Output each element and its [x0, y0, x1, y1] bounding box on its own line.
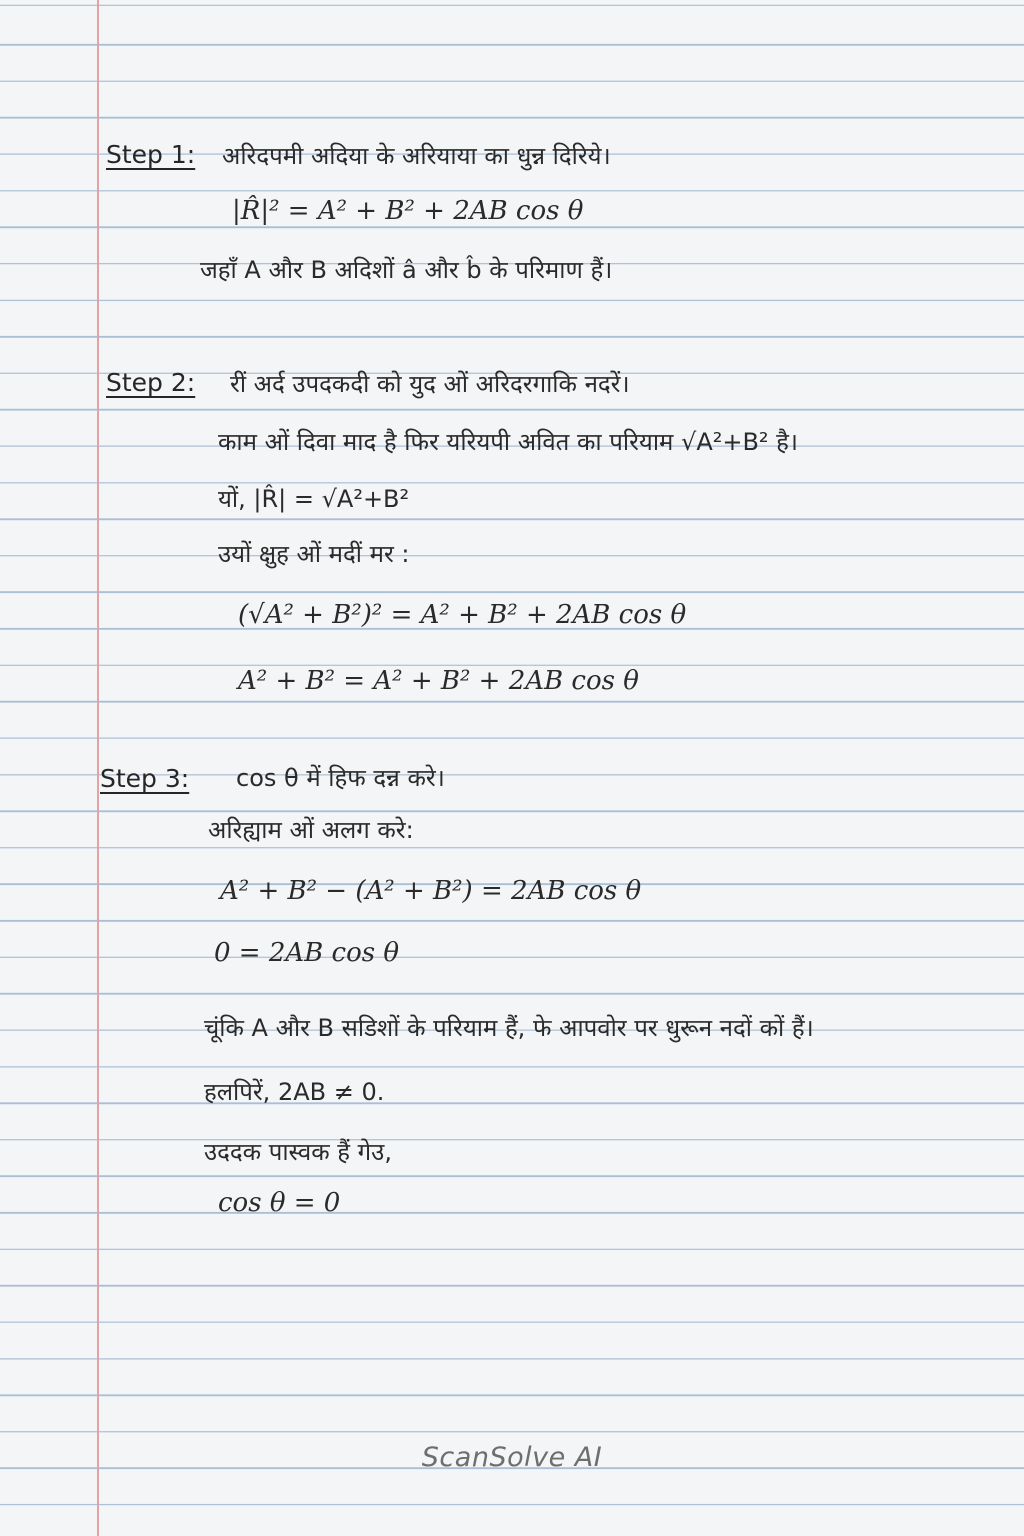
step1-heading: अरिदपमी अदिया के अरियाया का धुन्न दिरिये। [222, 142, 611, 170]
margin-line [97, 0, 99, 1536]
step2-line1: काम ओं दिवा माद है फिर यरियपी अवित का परियाम √A²+B² है। [218, 428, 799, 456]
step2-label: Step 2: [106, 368, 196, 397]
step2-line3: उयों क्षुह ओं मदीं मर : [218, 540, 410, 568]
step2-eq2: A² + B² = A² + B² + 2AB cos θ [238, 666, 639, 696]
step3-line4: उददक पास्वक हैं गेउ, [204, 1138, 392, 1166]
step3-eq1: A² + B² − (A² + B²) = 2AB cos θ [220, 876, 642, 906]
step3-line1: अरिह्याम ओं अलग करे: [208, 816, 414, 844]
step3-eq2: 0 = 2AB cos θ [214, 938, 400, 968]
step2-eq1: (√A² + B²)² = A² + B² + 2AB cos θ [238, 600, 687, 630]
brand-footer: ScanSolve AI [421, 1442, 603, 1473]
step1-label: Step 1: [106, 140, 196, 169]
step3-label: Step 3: [100, 764, 190, 793]
step3-result: cos θ = 0 [218, 1188, 341, 1218]
step3-heading: cos θ में हिफ दन्न करे। [236, 764, 445, 792]
step1-equation: |R̂|² = A² + B² + 2AB cos θ [232, 196, 584, 226]
step2-line2: यों, |R̂| = √A²+B² [218, 485, 410, 513]
step1-note: जहाँ A और B अदिशों â और b̂ के परिमाण हैं। [200, 256, 613, 284]
step3-line3: हलपिरें, 2AB ≠ 0. [204, 1078, 385, 1106]
step2-heading: रीं अर्द उपदकदी को युद ओं अरिदरगाकि नदरें। [230, 370, 630, 398]
step3-line2: चूंकि A और B सडिशों के परियाम हैं, फे आपवोर पर धुरून नदों कों हैं। [204, 1014, 814, 1042]
